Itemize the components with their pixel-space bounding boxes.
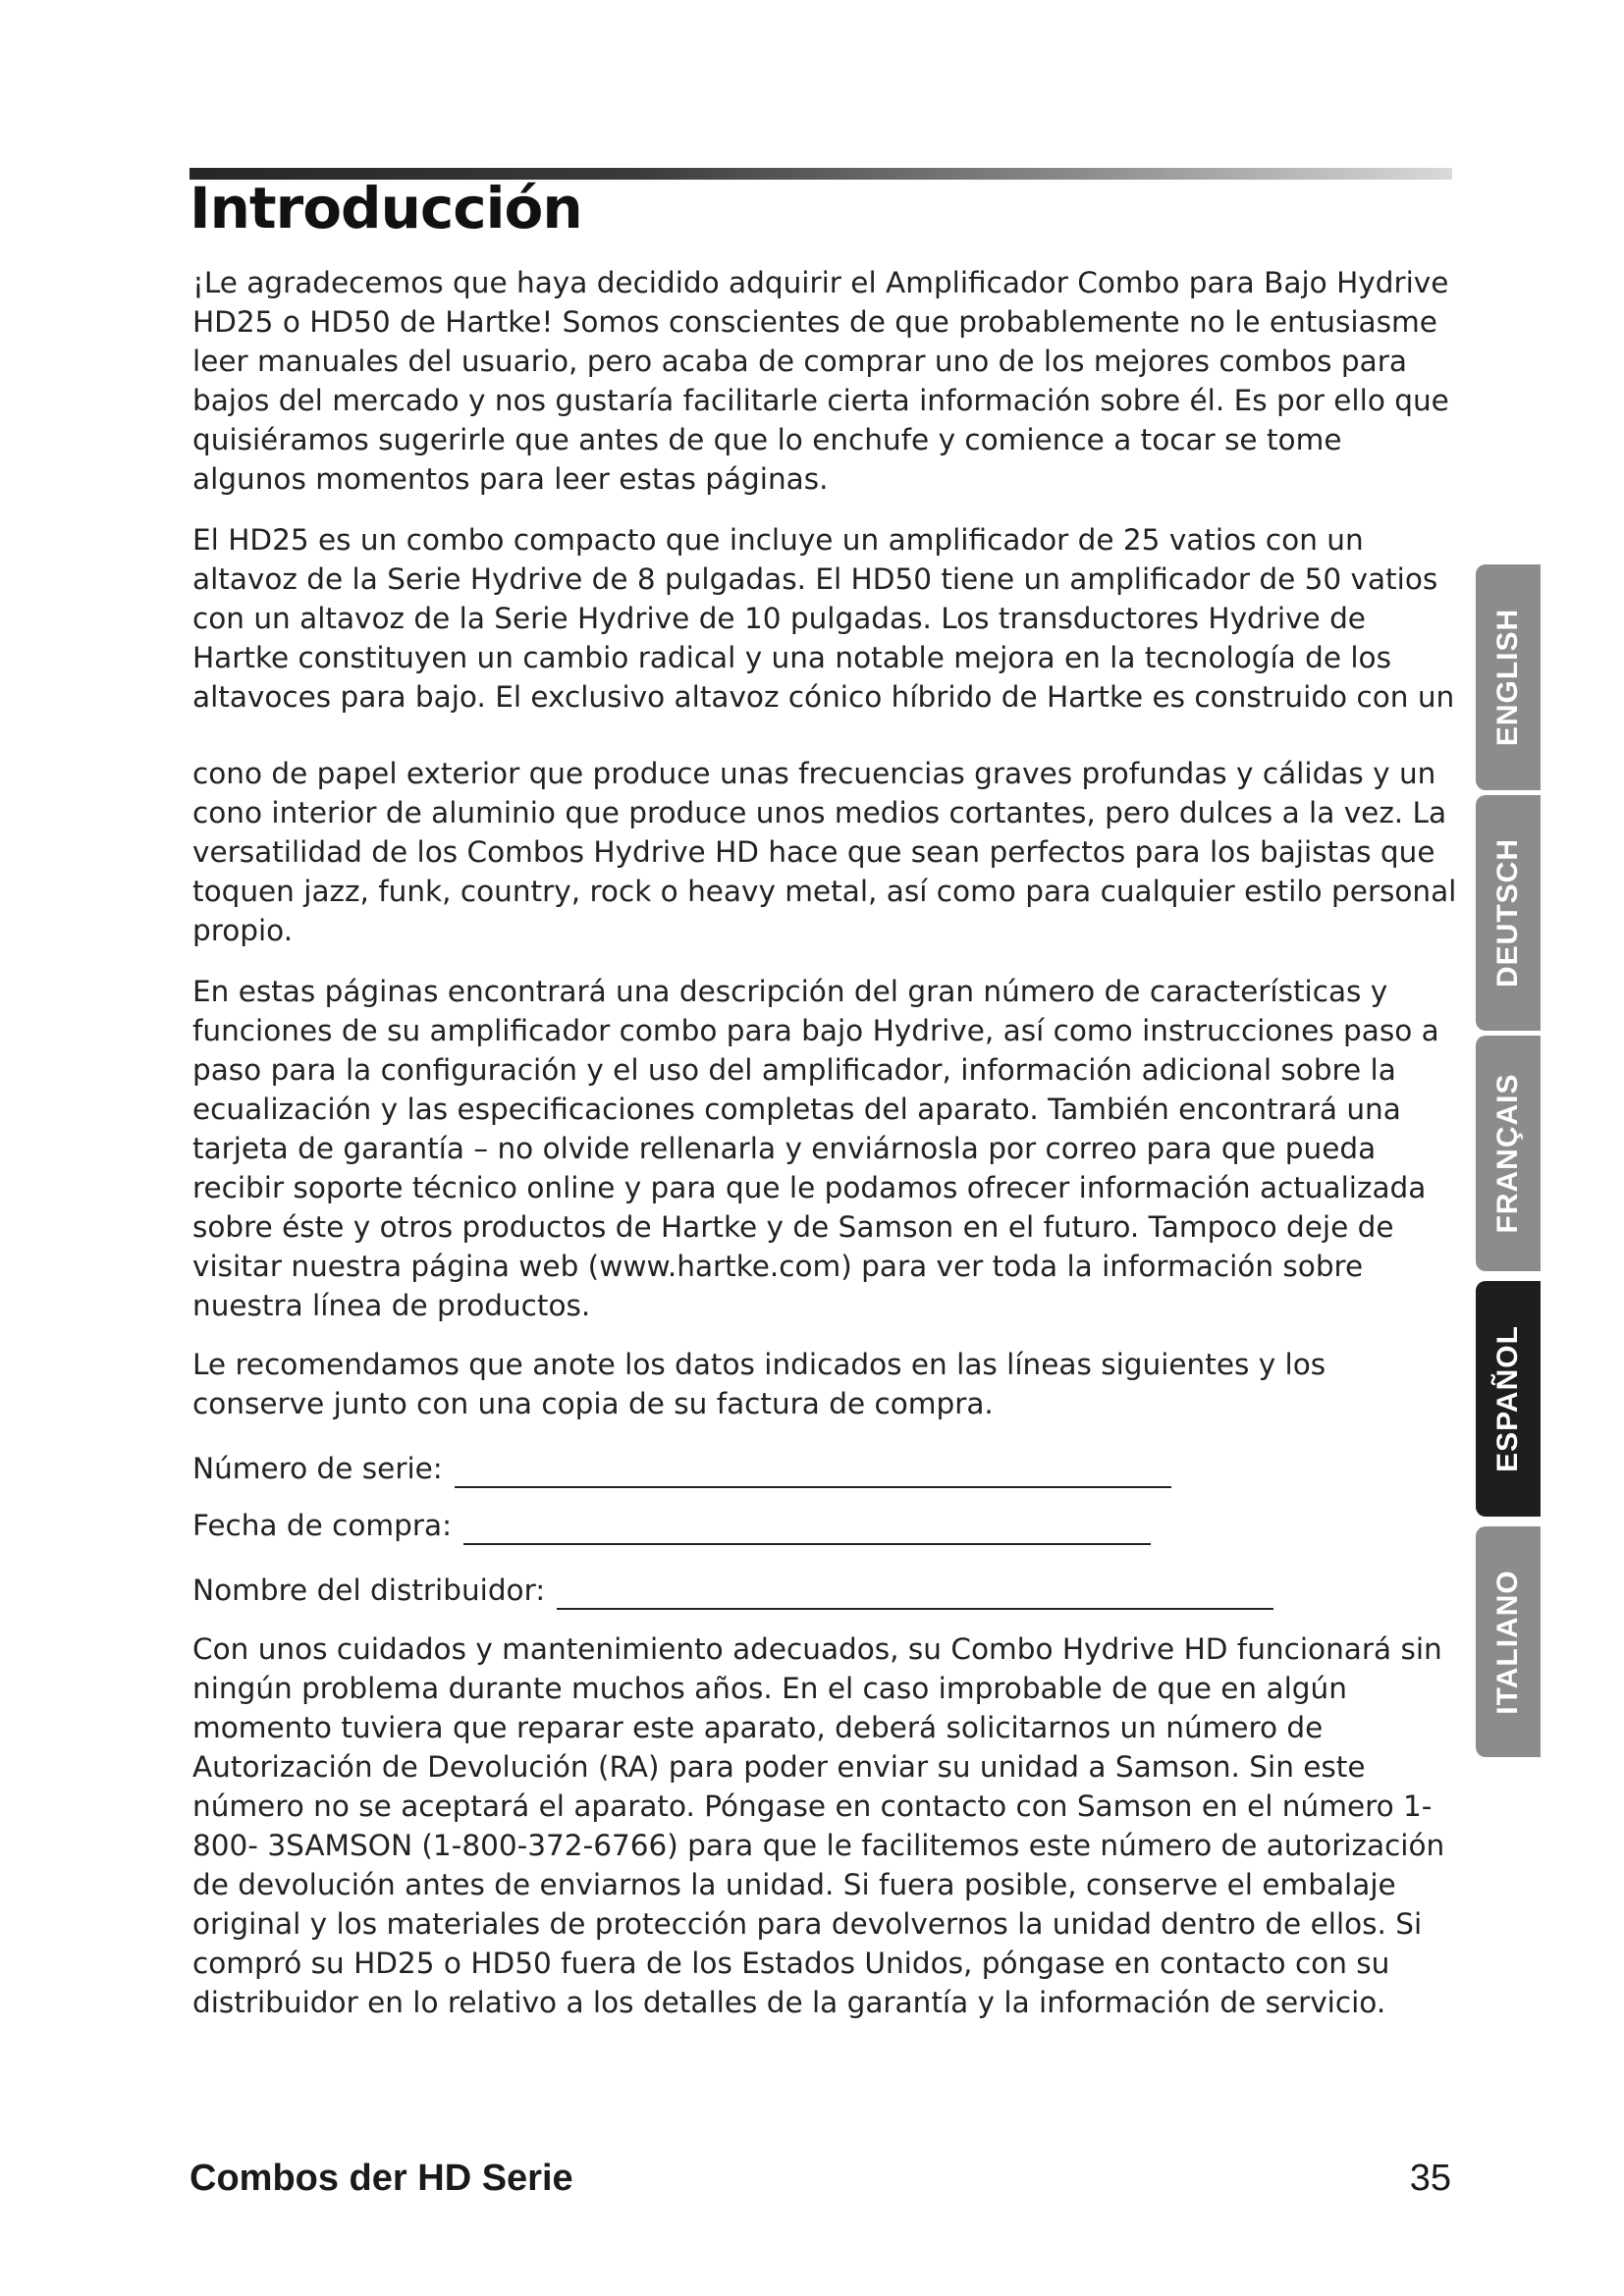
serial-number-field xyxy=(192,1449,1171,1488)
tab-english[interactable] xyxy=(1476,564,1541,790)
tab-italiano-label: ITALIANO xyxy=(1491,1569,1524,1715)
purchase-date-line[interactable] xyxy=(463,1512,1151,1545)
intro-paragraph-2: El HD25 es un combo compacto que incluye un amplificador de 25 vatios con un altavoz de la Serie Hydrive de 8 pulgadas. El HD50 tiene un amplificador de 50 vatios con un altavoz de la Serie Hydrive de 10 pulgadas. Los transductores Hydrive de Hartke constituyen un cambio radical y una notable mejora en la tecnología de los altavoces para bajo. El exclusivo altavoz cónico híbrido de Hartke es construido con un xyxy=(192,523,1455,714)
tab-espanol[interactable] xyxy=(1476,1281,1541,1517)
page-number: 35 xyxy=(1409,2158,1451,2199)
intro-paragraph-3: cono de papel exterior que produce unas frecuencias graves profundas y cálidas y un cono interior de aluminio que produce unos medios cortantes, pero dulces a la vez. La versatilidad de los Combos Hydrive HD hace que sean perfectos para los bajistas que toquen jazz, funk, country, rock o heavy metal, así como para cualquier estilo personal propio. xyxy=(192,757,1457,947)
dealer-name-field xyxy=(192,1571,1273,1610)
footer-series: Combos der HD Serie xyxy=(189,2158,573,2199)
tab-deutsch[interactable] xyxy=(1476,795,1541,1031)
tab-francais[interactable] xyxy=(1476,1036,1541,1271)
intro-paragraph-1: ¡Le agradecemos que haya decidido adquirir el Amplificador Combo para Bajo Hydrive HD25 o HD50 de Hartke! Somos conscientes de que probablemente no le entusiasme leer manuales del usuario, pero acaba de comprar uno de los mejores combos para bajos del mercado y nos gustaría facilitarle cierta información sobre él. Es por ello que quisiéramos sugerirle que antes de que lo enchufe y comience a tocar se tome algunos momentos para leer estas páginas. xyxy=(192,266,1449,496)
tab-english-label: ENGLISH xyxy=(1491,608,1524,747)
purchase-date-label: Fecha de compra: xyxy=(192,1509,453,1542)
serial-number-line[interactable] xyxy=(455,1455,1171,1488)
intro-paragraph-5: Le recomendamos que anote los datos indicados en las líneas siguientes y los conserve junto con una copia de su factura de compra. xyxy=(192,1348,1326,1420)
purchase-date-field xyxy=(192,1506,1151,1545)
tab-espanol-label: ESPAÑOL xyxy=(1491,1325,1524,1472)
tab-deutsch-label: DEUTSCH xyxy=(1491,837,1524,988)
page-title: Introducción xyxy=(189,175,582,241)
dealer-name-line[interactable] xyxy=(557,1576,1273,1610)
tab-francais-label: FRANÇAIS xyxy=(1491,1073,1524,1234)
intro-paragraph-4: En estas páginas encontrará una descripción del gran número de características y funciones de su amplificador combo para bajo Hydrive, así como instrucciones paso a paso para la configuración y el uso del amplificador, información adicional sobre la ecualización y las especificaciones completas del aparato. También encontrará una tarjeta de garantía – no olvide rellenarla y enviárnosla por correo para que pueda recibir soporte técnico online y para que le podamos ofrecer información actualizada sobre éste y otros productos de Hartke y de Samson en el futuro. Tampoco deje de visitar nuestra página web (www.hartke.com) para ver toda la información sobre nuestra línea de productos. xyxy=(192,975,1439,1322)
tab-italiano[interactable] xyxy=(1476,1526,1541,1757)
serial-number-label: Número de serie: xyxy=(192,1452,443,1485)
service-paragraph: Con unos cuidados y mantenimiento adecuados, su Combo Hydrive HD funcionará sin ningún problema durante muchos años. En el caso improbable de que en algún momento tuviera que reparar este aparato, deberá solicitarnos un número de Autorización de Devolución (RA) para poder enviar su unidad a Samson. Sin este número no se aceptará el aparato. Póngase en contacto con Samson en el número 1-800- 3SAMSON (1-800-372-6766) para que le facilitemos este número de autorización de devolución antes de enviarnos la unidad. Si fuera posible, conserve el embalaje original y los materiales de protección para devolvernos la unidad dentro de ellos. Si compró su HD25 o HD50 fuera de los Estados Unidos, póngase en contacto con su distribuidor en lo relativo a los detalles de la garantía y la información de servicio. xyxy=(192,1632,1445,2019)
dealer-name-label: Nombre del distribuidor: xyxy=(192,1574,546,1607)
